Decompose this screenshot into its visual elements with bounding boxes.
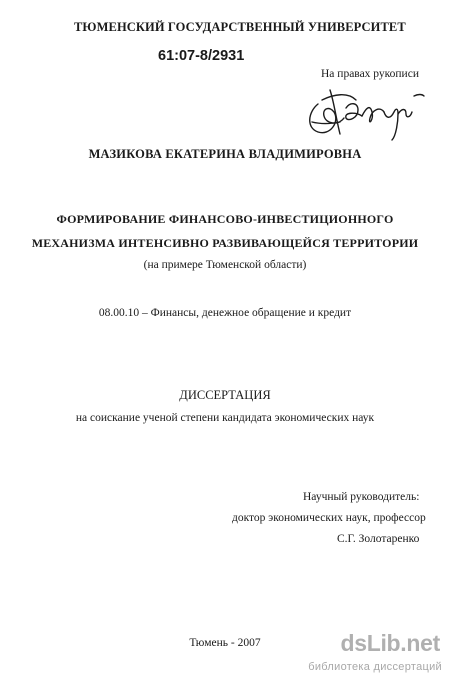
title-line-2: МЕХАНИЗМА ИНТЕНСИВНО РАЗВИВАЮЩЕЙСЯ ТЕРРИТОРИИ: [31, 236, 419, 250]
watermark: [308, 630, 450, 680]
supervisor-name: С.Г. Золотаренко: [337, 533, 420, 545]
city-year: Тюмень - 2007: [189, 637, 261, 649]
university-name: ТЮМЕНСКИЙ ГОСУДАРСТВЕННЫЙ УНИВЕРСИТЕТ: [74, 20, 406, 34]
supervisor-credentials: доктор экономических наук, профессор: [232, 512, 426, 524]
supervisor-role: Научный руководитель:: [303, 491, 420, 503]
title-subtitle: (на примере Тюменской области): [143, 259, 307, 271]
watermark-tagline: библиотека диссертаций: [308, 661, 442, 673]
archive-number: 61:07-8/2931: [158, 48, 245, 64]
rights-note: На правах рукописи: [321, 68, 419, 80]
title-line-1: ФОРМИРОВАНИЕ ФИНАНСОВО-ИНВЕСТИЦИОННОГО: [56, 212, 394, 226]
specialty-code: 08.00.10 – Финансы, денежное обращение и кредит: [98, 307, 352, 319]
degree-line: на соискание ученой степени кандидата экономических наук: [75, 412, 375, 424]
author-name: МАЗИКОВА ЕКАТЕРИНА ВЛАДИМИРОВНА: [88, 147, 362, 161]
watermark-logo: dsLib.net: [340, 630, 440, 656]
document-type: ДИССЕРТАЦИЯ: [179, 388, 271, 402]
handwritten-signature: [300, 82, 430, 144]
